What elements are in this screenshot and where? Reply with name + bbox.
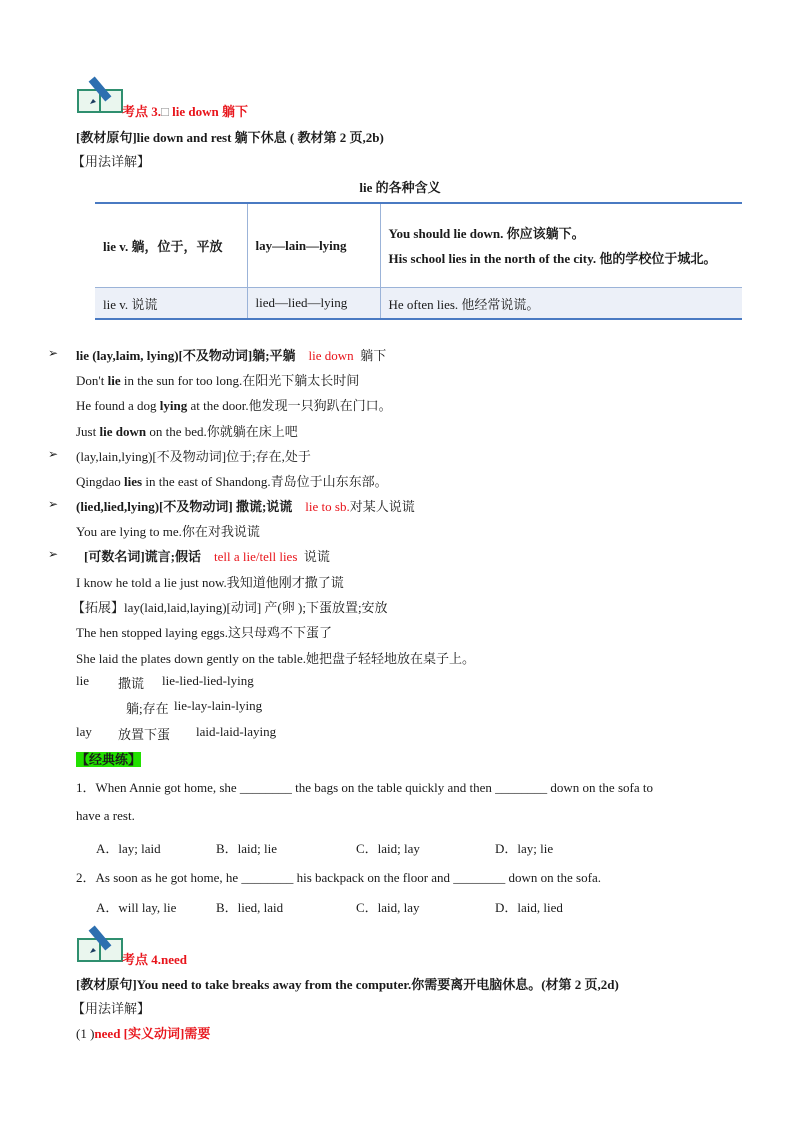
table-row bbox=[95, 288, 742, 320]
arrow-bullet-icon: ➢ bbox=[48, 547, 59, 561]
question-1: 1．When Annie got home, she ________ the bags on the table quickly and then ________ down on the sofa to bbox=[76, 780, 653, 795]
example-sentence: She laid the plates down gently on the table.她把盘子轻轻地放在桌子上。 bbox=[76, 651, 475, 666]
bullet-lie-noun: [可数名词]谎言;假话 tell a lie/tell lies 说谎 bbox=[84, 549, 330, 564]
compare-meaning: 躺;存在 bbox=[126, 701, 169, 716]
question-1-cont: have a rest. bbox=[76, 808, 135, 823]
table-cell-forms: lay—lain—lying bbox=[247, 203, 380, 288]
section3-usage-label: 【用法详解】 bbox=[72, 154, 151, 169]
option-d: D．laid, lied bbox=[495, 900, 563, 915]
section4-title: 考点 4.need bbox=[122, 952, 188, 967]
section4-usage-label: 【用法详解】 bbox=[72, 1001, 151, 1016]
arrow-bullet-icon: ➢ bbox=[48, 346, 59, 360]
arrow-bullet-icon: ➢ bbox=[48, 447, 59, 461]
compare-word: lay bbox=[76, 724, 92, 739]
book-pencil-icon bbox=[76, 74, 124, 114]
bullet-lie-located: (lay,lain,lying)[不及物动词]位于;存在,处于 bbox=[76, 449, 311, 464]
example-sentence: You are lying to me.你在对我说谎 bbox=[76, 524, 260, 539]
section4-source: [教材原句]You need to take breaks away from the computer.你需要离开电脑休息。(材第 2 页,2d) bbox=[76, 977, 619, 992]
option-d: D．lay; lie bbox=[495, 841, 554, 856]
example-sentence: Qingdao lies in the east of Shandong.青岛位于山东东部。 bbox=[76, 474, 388, 489]
compare-word: lie bbox=[76, 673, 89, 688]
bullet-lie-lay: lie (lay,laim, lying)[不及物动词]躺;平躺 lie down 躺下 bbox=[76, 348, 387, 363]
option-b: B．lied, laid bbox=[216, 900, 284, 915]
option-c: C．laid, lay bbox=[356, 900, 420, 915]
table-cell-examples: He often lies. 他经常说谎。 bbox=[380, 288, 742, 320]
table-cell-examples bbox=[380, 203, 742, 288]
option-c: C．laid; lay bbox=[356, 841, 420, 856]
option-b: B．laid; lie bbox=[216, 841, 278, 856]
bullet-lie-lied: (lied,lied,lying)[不及物动词] 撒谎;说谎 lie to sb.对某人说谎 bbox=[76, 499, 415, 514]
compare-meaning: 撒谎 bbox=[118, 676, 145, 691]
compare-forms: lie-lied-lied-lying bbox=[162, 673, 254, 688]
section3-source: [教材原句]lie down and rest 躺下休息 ( 教材第 2 页,2b) bbox=[76, 130, 384, 145]
extension-lay: 【拓展】lay(laid,laid,laying)[动词] 产(卵 );下蛋放置;安放 bbox=[72, 600, 388, 615]
practice-label: 【经典练】 bbox=[76, 752, 142, 767]
table-cell-meaning: lie v. 说谎 bbox=[95, 288, 247, 320]
compare-meaning: 放置下蛋 bbox=[118, 727, 171, 742]
example-sentence: You should lie down. 你应该躺下。 bbox=[388, 225, 585, 241]
book-pencil-icon bbox=[76, 923, 124, 963]
option-a: A．lay; laid bbox=[96, 841, 161, 856]
example-sentence: He found a dog lying at the door.他发现一只狗趴在门口。 bbox=[76, 398, 392, 413]
example-sentence: I know he told a lie just now.我知道他刚才撒了谎 bbox=[76, 575, 344, 590]
table-cell-forms: lied—lied—lying bbox=[247, 288, 380, 320]
need-item-1: (1 )need [实义动词]需要 bbox=[76, 1026, 211, 1041]
table-cell-meaning: lie v. 躺，位于，平放 bbox=[95, 203, 247, 288]
table-row bbox=[95, 203, 742, 288]
question-2: 2．As soon as he got home, he ________ his backpack on the floor and ________ down on the sofa. bbox=[76, 870, 601, 885]
option-a: A．will lay, lie bbox=[96, 900, 177, 915]
lie-meanings-table bbox=[95, 202, 742, 320]
compare-forms: lie-lay-lain-lying bbox=[174, 698, 263, 713]
compare-forms: laid-laid-laying bbox=[196, 724, 277, 739]
example-sentence: Don't lie in the sun for too long.在阳光下躺太长时间 bbox=[76, 373, 360, 388]
example-sentence: His school lies in the north of the city. 他的学校位于城北。 bbox=[388, 250, 717, 266]
section3-title: 考点 3.□ lie down 躺下 bbox=[122, 104, 248, 119]
table-caption: lie 的各种含义 bbox=[359, 180, 441, 195]
example-sentence: The hen stopped laying eggs.这只母鸡不下蛋了 bbox=[76, 625, 332, 640]
example-sentence: Just lie down on the bed.你就躺在床上吧 bbox=[76, 424, 298, 439]
arrow-bullet-icon: ➢ bbox=[48, 497, 59, 511]
